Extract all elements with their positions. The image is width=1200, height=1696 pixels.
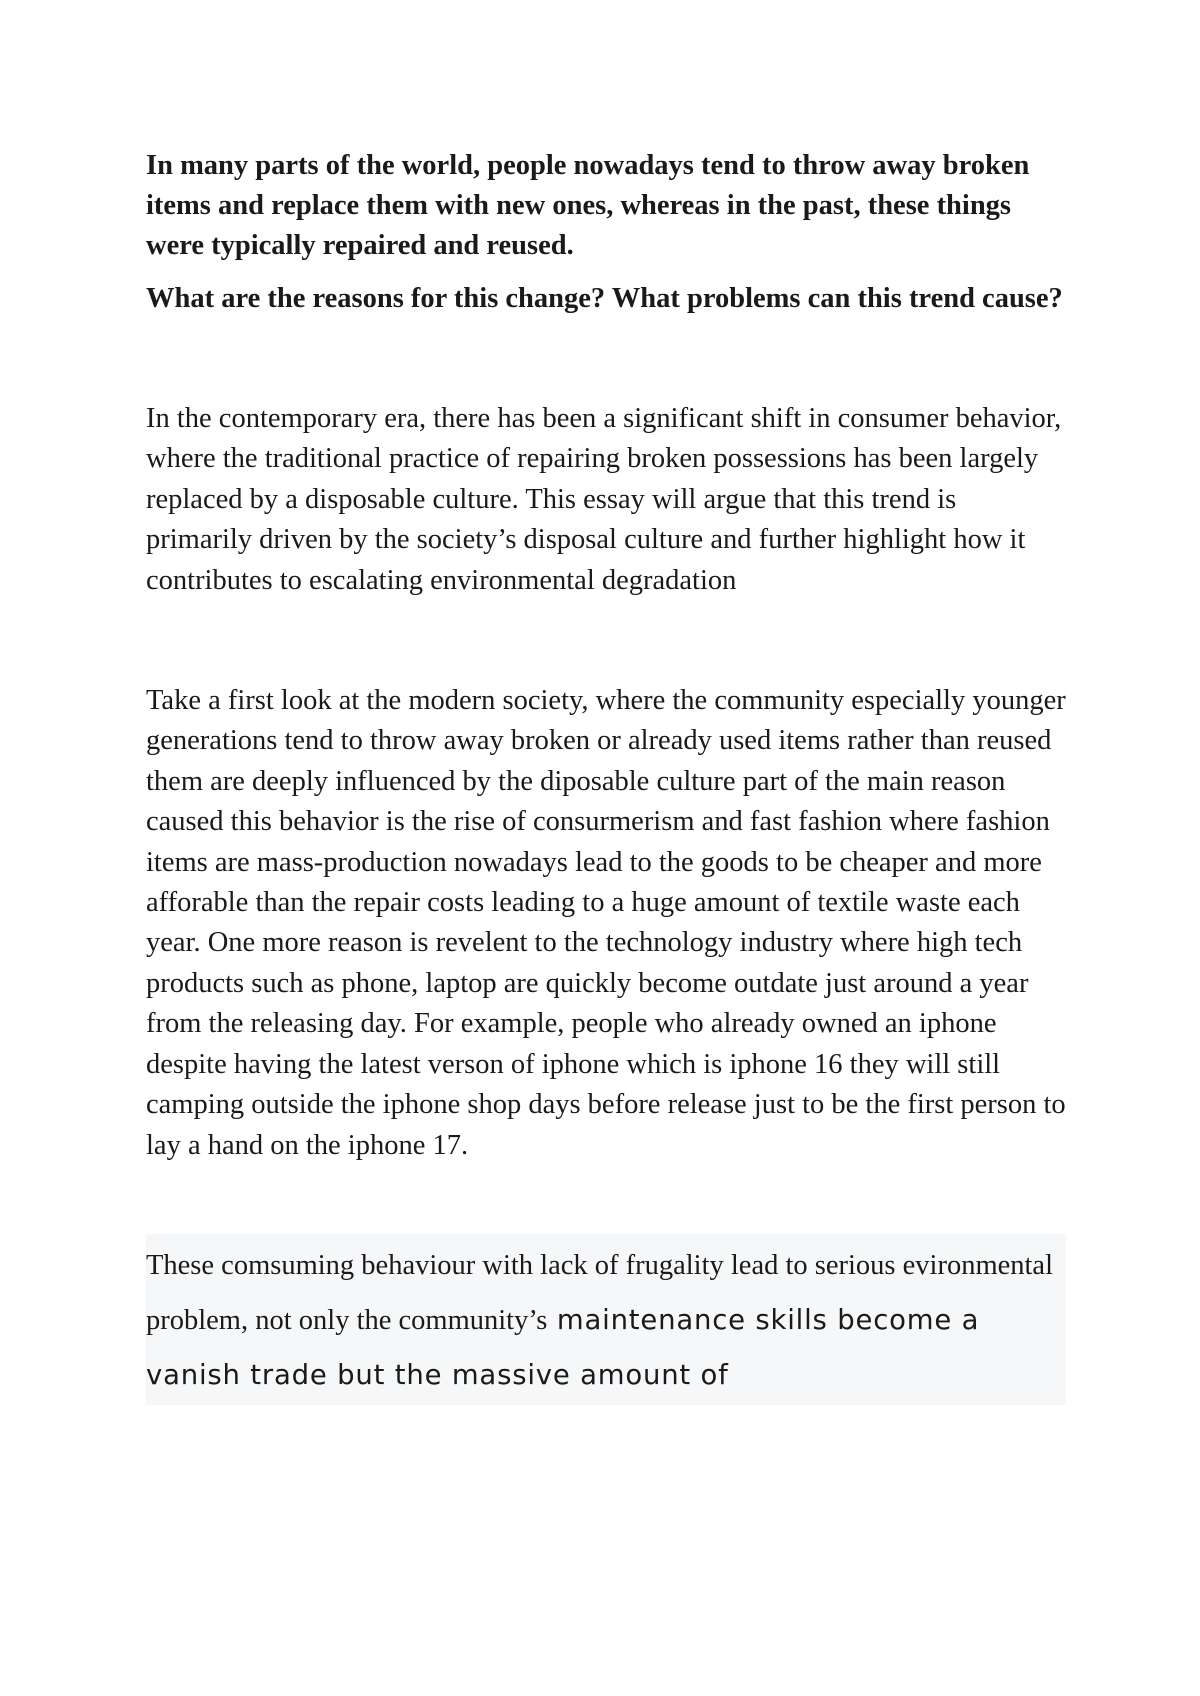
paragraph-2-serif-text: These comsuming behaviour with lack of frugality lead to serious evironmental problem, not only the community’s bbox=[146, 1249, 1054, 1336]
question-task: What are the reasons for this change? What problems can this trend cause? bbox=[146, 283, 1063, 314]
essay-body-paragraph-1: Take a first look at the modern society, where the community especially younger generations tend to throw away broken or already used items rather than reused them are deeply influenced by the diposable culture part of the main reason caused this behavior is the rise of consurmerism and fast fashion where fashion items are mass-production nowadays lead to the goods to be cheaper and more afforable than the repair costs leading to a huge amount of textile waste each year. One more reason is revelent to the technology industry where high tech products such as phone, laptop are quickly become outdate just around a year from the releasing day. For example, people who already owned an iphone despite having the latest verson of iphone which is iphone 16 they will still camping outside the iphone shop days before release just to be the first person to lay a hand on the iphone 17. bbox=[146, 685, 1066, 1161]
question-statement: In many parts of the world, people nowadays tend to throw away broken items and replace them with new ones, whereas in the past, these things were typically repaired and reused. bbox=[146, 150, 1030, 261]
document-content bbox=[146, 146, 1066, 1405]
essay-body-paragraph-2 bbox=[146, 1239, 1066, 1403]
essay-introduction: In the contemporary era, there has been a significant shift in consumer behavior, where the traditional practice of repairing broken possessions has been largely replaced by a disposable culture. This essay will argue that this trend is primarily driven by the society’s disposal culture and further highlight how it contributes to escalating environmental degradation bbox=[146, 403, 1062, 596]
highlighted-paragraph bbox=[146, 1234, 1066, 1405]
paragraph-2-sans-text: maintenance skills become a vanish trade but the massive amount of bbox=[146, 1303, 980, 1391]
